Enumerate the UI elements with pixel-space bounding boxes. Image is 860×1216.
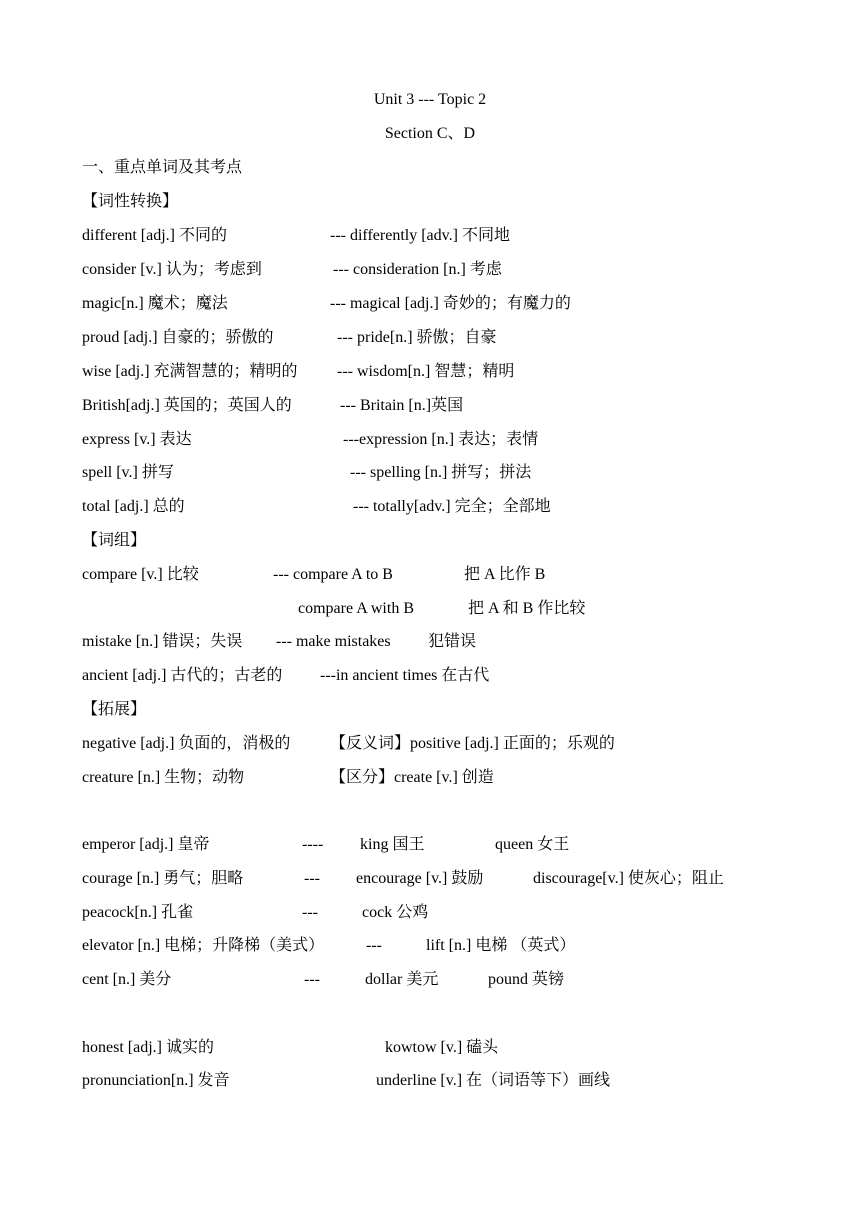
word-related: 【反义词】positive [adj.] 正面的；乐观的 xyxy=(330,735,615,752)
word-related: discourage[v.] 使灰心；阻止 xyxy=(533,870,724,887)
word-derivative: --- pride[n.] 骄傲；自豪 xyxy=(337,329,497,346)
word-entry: pronunciation[n.] 发音 xyxy=(82,1072,230,1089)
word-entry: proud [adj.] 自豪的；骄傲的 xyxy=(82,329,274,346)
word-entry-secondary: underline [v.] 在（词语等下）画线 xyxy=(376,1072,611,1089)
word-entry: spell [v.] 拼写 xyxy=(82,464,174,481)
phrase-meaning: 犯错误 xyxy=(428,633,477,650)
word-entry: cent [n.] 美分 xyxy=(82,971,172,988)
word-entry: peacock[n.] 孔雀 xyxy=(82,904,194,921)
word-related: encourage [v.] 鼓励 xyxy=(356,870,484,887)
section-label-extension: 【拓展】 xyxy=(82,701,147,718)
word-related: dollar 美元 xyxy=(365,971,439,988)
separator-dash: ---- xyxy=(302,836,324,853)
separator-dash: --- xyxy=(304,971,320,988)
word-related: lift [n.] 电梯 （英式） xyxy=(426,937,576,954)
word-entry: honest [adj.] 诚实的 xyxy=(82,1039,214,1056)
word-related: king 国王 xyxy=(360,836,425,853)
document-title: Unit 3 --- Topic 2 xyxy=(373,91,487,108)
phrase-text: --- make mistakes xyxy=(276,633,391,650)
word-entry: creature [n.] 生物；动物 xyxy=(82,769,245,786)
word-entry: consider [v.] 认为；考虑到 xyxy=(82,261,262,278)
word-entry: total [adj.] 总的 xyxy=(82,498,185,515)
word-entry: negative [adj.] 负面的，消极的 xyxy=(82,735,291,752)
phrase-text: --- compare A to B xyxy=(273,566,393,583)
word-related: 【区分】create [v.] 创造 xyxy=(330,769,494,786)
phrase-text: ---in ancient times 在古代 xyxy=(320,667,490,684)
phrase-meaning: 把 A 和 B 作比较 xyxy=(468,600,586,617)
word-entry: express [v.] 表达 xyxy=(82,431,192,448)
section-label-phrases: 【词组】 xyxy=(82,532,147,549)
word-derivative: --- Britain [n.]英国 xyxy=(340,397,464,414)
separator-dash: --- xyxy=(302,904,318,921)
word-entry: ancient [adj.] 古代的；古老的 xyxy=(82,667,283,684)
word-entry: emperor [adj.] 皇帝 xyxy=(82,836,210,853)
document-subtitle: Section C、D xyxy=(384,125,476,142)
word-derivative: --- wisdom[n.] 智慧；精明 xyxy=(337,363,515,380)
word-entry: courage [n.] 勇气；胆略 xyxy=(82,870,244,887)
word-entry: magic[n.] 魔术；魔法 xyxy=(82,295,228,312)
separator-dash: --- xyxy=(304,870,320,887)
word-derivative: --- spelling [n.] 拼写；拼法 xyxy=(350,464,532,481)
separator-dash: --- xyxy=(366,937,382,954)
word-derivative: --- totally[adv.] 完全；全部地 xyxy=(353,498,551,515)
word-entry: different [adj.] 不同的 xyxy=(82,227,227,244)
word-derivative: --- magical [adj.] 奇妙的；有魔力的 xyxy=(330,295,571,312)
word-derivative: --- differently [adv.] 不同地 xyxy=(330,227,510,244)
phrase-text: compare A with B xyxy=(298,600,414,617)
word-derivative: ---expression [n.] 表达；表情 xyxy=(343,431,539,448)
word-related: queen 女王 xyxy=(495,836,570,853)
word-related: pound 英镑 xyxy=(488,971,565,988)
word-entry: elevator [n.] 电梯；升降梯（美式） xyxy=(82,937,325,954)
word-entry-secondary: kowtow [v.] 磕头 xyxy=(385,1039,499,1056)
section-heading: 一、重点单词及其考点 xyxy=(82,159,243,176)
word-entry: wise [adj.] 充满智慧的；精明的 xyxy=(82,363,298,380)
word-entry: compare [v.] 比较 xyxy=(82,566,199,583)
word-entry: mistake [n.] 错误；失误 xyxy=(82,633,243,650)
section-label-conversion: 【词性转换】 xyxy=(82,193,179,210)
word-derivative: --- consideration [n.] 考虑 xyxy=(333,261,502,278)
word-related: cock 公鸡 xyxy=(362,904,429,921)
word-entry: British[adj.] 英国的；英国人的 xyxy=(82,397,292,414)
phrase-meaning: 把 A 比作 B xyxy=(464,566,546,583)
